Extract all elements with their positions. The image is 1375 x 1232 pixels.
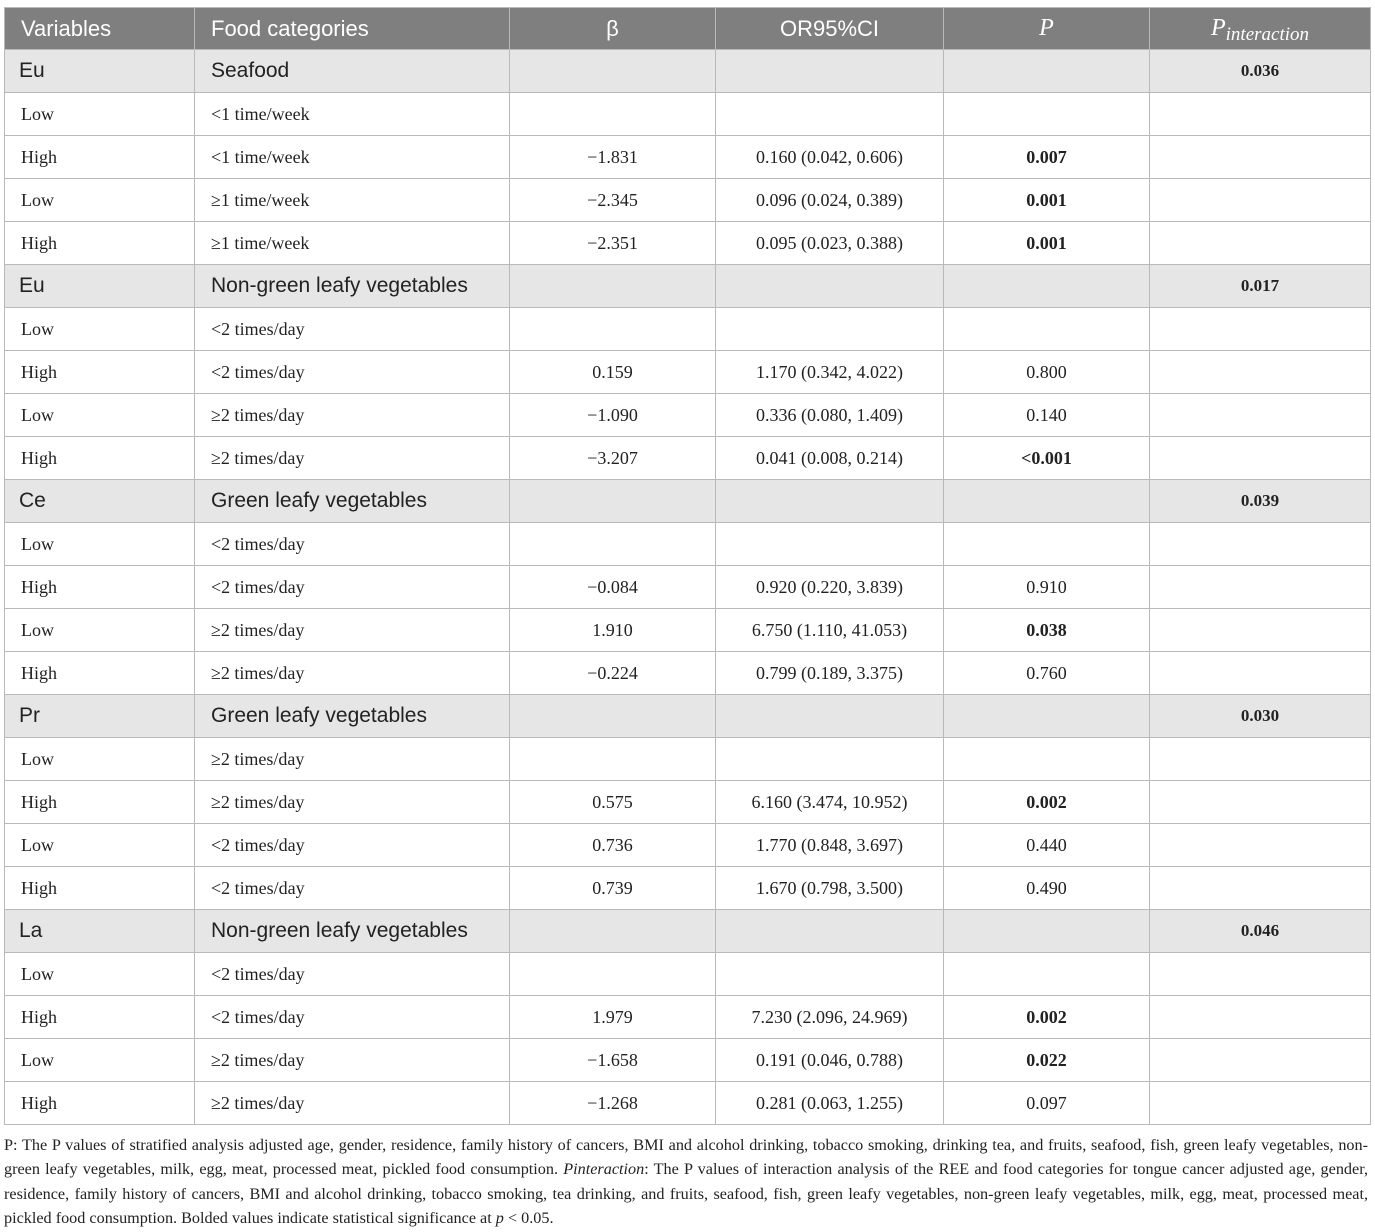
- row-frequency: ≥1 time/week: [195, 222, 510, 265]
- row-p-interaction-empty: [1150, 1082, 1371, 1125]
- row-beta: 0.575: [510, 781, 716, 824]
- group-header-row: [5, 480, 1371, 523]
- row-beta: [510, 308, 716, 351]
- row-level: High: [5, 136, 195, 179]
- table-row: [5, 1039, 1371, 1082]
- row-level: Low: [5, 609, 195, 652]
- row-frequency: <2 times/day: [195, 867, 510, 910]
- group-or-empty: [716, 265, 944, 308]
- row-beta: −1.090: [510, 394, 716, 437]
- group-food-category: Non-green leafy vegetables: [195, 910, 510, 953]
- group-header-row: [5, 265, 1371, 308]
- group-p-interaction: 0.017: [1150, 265, 1371, 308]
- row-p-interaction-empty: [1150, 824, 1371, 867]
- row-frequency: <2 times/day: [195, 523, 510, 566]
- row-or-ci: 1.770 (0.848, 3.697): [716, 824, 944, 867]
- row-or-ci: 1.170 (0.342, 4.022): [716, 351, 944, 394]
- row-beta: −1.658: [510, 1039, 716, 1082]
- group-food-category: Green leafy vegetables: [195, 480, 510, 523]
- group-p-empty: [944, 50, 1150, 93]
- table-row: [5, 652, 1371, 695]
- row-frequency: <2 times/day: [195, 566, 510, 609]
- group-variable: Ce: [5, 480, 195, 523]
- row-frequency: ≥1 time/week: [195, 179, 510, 222]
- group-food-category: Green leafy vegetables: [195, 695, 510, 738]
- row-p-value: 0.022: [944, 1039, 1150, 1082]
- group-food-category: Seafood: [195, 50, 510, 93]
- group-variable: La: [5, 910, 195, 953]
- row-level: High: [5, 222, 195, 265]
- row-p-interaction-empty: [1150, 93, 1371, 136]
- header-variables: Variables: [5, 8, 195, 50]
- row-p-interaction-empty: [1150, 351, 1371, 394]
- group-or-empty: [716, 480, 944, 523]
- row-p-value: 0.001: [944, 222, 1150, 265]
- group-variable: Pr: [5, 695, 195, 738]
- row-or-ci: 0.160 (0.042, 0.606): [716, 136, 944, 179]
- row-level: Low: [5, 308, 195, 351]
- row-level: High: [5, 867, 195, 910]
- row-p-interaction-empty: [1150, 222, 1371, 265]
- row-level: Low: [5, 738, 195, 781]
- row-p-interaction-empty: [1150, 523, 1371, 566]
- row-or-ci: 0.041 (0.008, 0.214): [716, 437, 944, 480]
- row-frequency: ≥2 times/day: [195, 437, 510, 480]
- row-level: Low: [5, 824, 195, 867]
- header-row: [5, 8, 1371, 50]
- row-level: Low: [5, 523, 195, 566]
- table-row: [5, 437, 1371, 480]
- row-p-value: 0.910: [944, 566, 1150, 609]
- row-p-value: 0.097: [944, 1082, 1150, 1125]
- header-p: [944, 8, 1150, 50]
- row-beta: −3.207: [510, 437, 716, 480]
- results-table-wrapper: [4, 7, 1370, 1125]
- row-p-value: 0.007: [944, 136, 1150, 179]
- header-food-categories: Food categories: [195, 8, 510, 50]
- header-p-interaction-sub: interaction: [1225, 24, 1310, 45]
- row-beta: [510, 93, 716, 136]
- table-row: [5, 351, 1371, 394]
- row-p-interaction-empty: [1150, 394, 1371, 437]
- stratified-analysis-table: [4, 7, 1371, 1125]
- row-p-interaction-empty: [1150, 1039, 1371, 1082]
- group-variable: Eu: [5, 50, 195, 93]
- row-frequency: <1 time/week: [195, 93, 510, 136]
- row-frequency: <2 times/day: [195, 308, 510, 351]
- row-or-ci: [716, 953, 944, 996]
- row-frequency: ≥2 times/day: [195, 781, 510, 824]
- table-row: [5, 1082, 1371, 1125]
- row-beta: 0.736: [510, 824, 716, 867]
- row-p-interaction-empty: [1150, 437, 1371, 480]
- table-row: [5, 523, 1371, 566]
- group-or-empty: [716, 910, 944, 953]
- group-variable: Eu: [5, 265, 195, 308]
- row-beta: [510, 953, 716, 996]
- row-beta: −0.084: [510, 566, 716, 609]
- row-p-value: [944, 308, 1150, 351]
- row-frequency: ≥2 times/day: [195, 609, 510, 652]
- group-beta-empty: [510, 695, 716, 738]
- row-frequency: ≥2 times/day: [195, 652, 510, 695]
- group-or-empty: [716, 50, 944, 93]
- row-beta: 1.979: [510, 996, 716, 1039]
- row-or-ci: 0.799 (0.189, 3.375): [716, 652, 944, 695]
- row-level: High: [5, 566, 195, 609]
- table-row: [5, 609, 1371, 652]
- row-frequency: ≥2 times/day: [195, 394, 510, 437]
- row-beta: −0.224: [510, 652, 716, 695]
- row-level: Low: [5, 394, 195, 437]
- row-p-interaction-empty: [1150, 566, 1371, 609]
- group-p-empty: [944, 910, 1150, 953]
- table-row: [5, 179, 1371, 222]
- row-p-value: 0.490: [944, 867, 1150, 910]
- row-p-interaction-empty: [1150, 738, 1371, 781]
- row-beta: −1.831: [510, 136, 716, 179]
- row-p-value: 0.140: [944, 394, 1150, 437]
- row-or-ci: 0.281 (0.063, 1.255): [716, 1082, 944, 1125]
- header-p-interaction-main: P: [1210, 15, 1226, 41]
- row-p-interaction-empty: [1150, 136, 1371, 179]
- row-p-value: [944, 523, 1150, 566]
- row-level: High: [5, 652, 195, 695]
- header-p-interaction: [1150, 8, 1371, 50]
- group-p-interaction: 0.039: [1150, 480, 1371, 523]
- table-footnote: [4, 1133, 1368, 1230]
- table-header: [5, 8, 1371, 50]
- group-header-row: [5, 910, 1371, 953]
- footnote-part2: : The P values of interaction analysis of the REE and food categories for tongue cancer adjusted age, gender, residence, family history of cancers, BMI and alcohol drinking, tobacco smoking, tea drinking, and fruits, seafood, fish, green leafy vegetables, non-green leafy vegetables, milk, egg, meat, processed meat, pickled food consumption. Bolded values indicate statistical significance at: [4, 1160, 1368, 1227]
- row-p-interaction-empty: [1150, 867, 1371, 910]
- row-p-value: [944, 93, 1150, 136]
- group-p-empty: [944, 480, 1150, 523]
- table-body: [5, 50, 1371, 1125]
- table-row: [5, 93, 1371, 136]
- row-beta: 0.159: [510, 351, 716, 394]
- row-p-interaction-empty: [1150, 953, 1371, 996]
- table-row: [5, 136, 1371, 179]
- group-p-interaction: 0.046: [1150, 910, 1371, 953]
- row-or-ci: 6.750 (1.110, 41.053): [716, 609, 944, 652]
- group-p-empty: [944, 695, 1150, 738]
- table-row: [5, 996, 1371, 1039]
- group-header-row: [5, 695, 1371, 738]
- row-p-value: [944, 953, 1150, 996]
- row-frequency: ≥2 times/day: [195, 738, 510, 781]
- row-p-value: <0.001: [944, 437, 1150, 480]
- row-p-value: 0.440: [944, 824, 1150, 867]
- row-level: High: [5, 1082, 195, 1125]
- row-beta: [510, 523, 716, 566]
- row-level: Low: [5, 93, 195, 136]
- row-p-value: 0.800: [944, 351, 1150, 394]
- row-frequency: <2 times/day: [195, 996, 510, 1039]
- row-or-ci: 0.191 (0.046, 0.788): [716, 1039, 944, 1082]
- row-p-value: 0.002: [944, 996, 1150, 1039]
- row-level: High: [5, 996, 195, 1039]
- row-beta: 1.910: [510, 609, 716, 652]
- table-row: [5, 394, 1371, 437]
- table-row: [5, 867, 1371, 910]
- row-p-interaction-empty: [1150, 996, 1371, 1039]
- row-level: Low: [5, 1039, 195, 1082]
- row-p-interaction-empty: [1150, 609, 1371, 652]
- table-row: [5, 824, 1371, 867]
- table-row: [5, 781, 1371, 824]
- row-p-interaction-empty: [1150, 179, 1371, 222]
- group-p-empty: [944, 265, 1150, 308]
- footnote-italic1: Pinteraction: [563, 1160, 645, 1179]
- row-beta: 0.739: [510, 867, 716, 910]
- footnote-part3: < 0.05.: [503, 1208, 554, 1227]
- row-or-ci: 0.920 (0.220, 3.839): [716, 566, 944, 609]
- row-beta: −2.351: [510, 222, 716, 265]
- group-food-category: Non-green leafy vegetables: [195, 265, 510, 308]
- row-level: High: [5, 351, 195, 394]
- row-level: High: [5, 437, 195, 480]
- row-beta: −1.268: [510, 1082, 716, 1125]
- table-row: [5, 222, 1371, 265]
- header-p-label: P: [1039, 15, 1054, 41]
- row-or-ci: 0.095 (0.023, 0.388): [716, 222, 944, 265]
- group-or-empty: [716, 695, 944, 738]
- table-row: [5, 566, 1371, 609]
- row-p-interaction-empty: [1150, 652, 1371, 695]
- row-level: High: [5, 781, 195, 824]
- header-beta: β: [510, 8, 716, 50]
- row-or-ci: 1.670 (0.798, 3.500): [716, 867, 944, 910]
- row-or-ci: 6.160 (3.474, 10.952): [716, 781, 944, 824]
- row-beta: −2.345: [510, 179, 716, 222]
- row-level: Low: [5, 179, 195, 222]
- row-frequency: ≥2 times/day: [195, 1082, 510, 1125]
- row-frequency: ≥2 times/day: [195, 1039, 510, 1082]
- row-beta: [510, 738, 716, 781]
- row-or-ci: [716, 738, 944, 781]
- row-p-interaction-empty: [1150, 781, 1371, 824]
- row-p-value: 0.760: [944, 652, 1150, 695]
- row-level: Low: [5, 953, 195, 996]
- group-beta-empty: [510, 265, 716, 308]
- group-beta-empty: [510, 50, 716, 93]
- row-p-value: 0.002: [944, 781, 1150, 824]
- table-row: [5, 738, 1371, 781]
- row-or-ci: 7.230 (2.096, 24.969): [716, 996, 944, 1039]
- table-row: [5, 953, 1371, 996]
- group-beta-empty: [510, 480, 716, 523]
- row-or-ci: [716, 308, 944, 351]
- group-header-row: [5, 50, 1371, 93]
- row-or-ci: [716, 523, 944, 566]
- row-or-ci: 0.096 (0.024, 0.389): [716, 179, 944, 222]
- table-row: [5, 308, 1371, 351]
- row-frequency: <2 times/day: [195, 351, 510, 394]
- footnote-italic2: p: [495, 1208, 504, 1227]
- row-or-ci: 0.336 (0.080, 1.409): [716, 394, 944, 437]
- footnote-part1: P: The P values of stratified analysis adjusted age, gender, residence, family history of cancers, BMI and alcohol drinking, tobacco smoking, drinking tea, and fruits, seafood, fish, green leafy vegetables, non-green leafy vegetables, milk, egg, meat, processed meat, pickled food consumption.: [4, 1136, 1368, 1179]
- row-or-ci: [716, 93, 944, 136]
- row-frequency: <2 times/day: [195, 953, 510, 996]
- row-frequency: <1 time/week: [195, 136, 510, 179]
- row-p-interaction-empty: [1150, 308, 1371, 351]
- row-p-value: 0.001: [944, 179, 1150, 222]
- header-or-ci: OR95%CI: [716, 8, 944, 50]
- row-p-value: [944, 738, 1150, 781]
- row-frequency: <2 times/day: [195, 824, 510, 867]
- group-p-interaction: 0.030: [1150, 695, 1371, 738]
- group-p-interaction: 0.036: [1150, 50, 1371, 93]
- group-beta-empty: [510, 910, 716, 953]
- row-p-value: 0.038: [944, 609, 1150, 652]
